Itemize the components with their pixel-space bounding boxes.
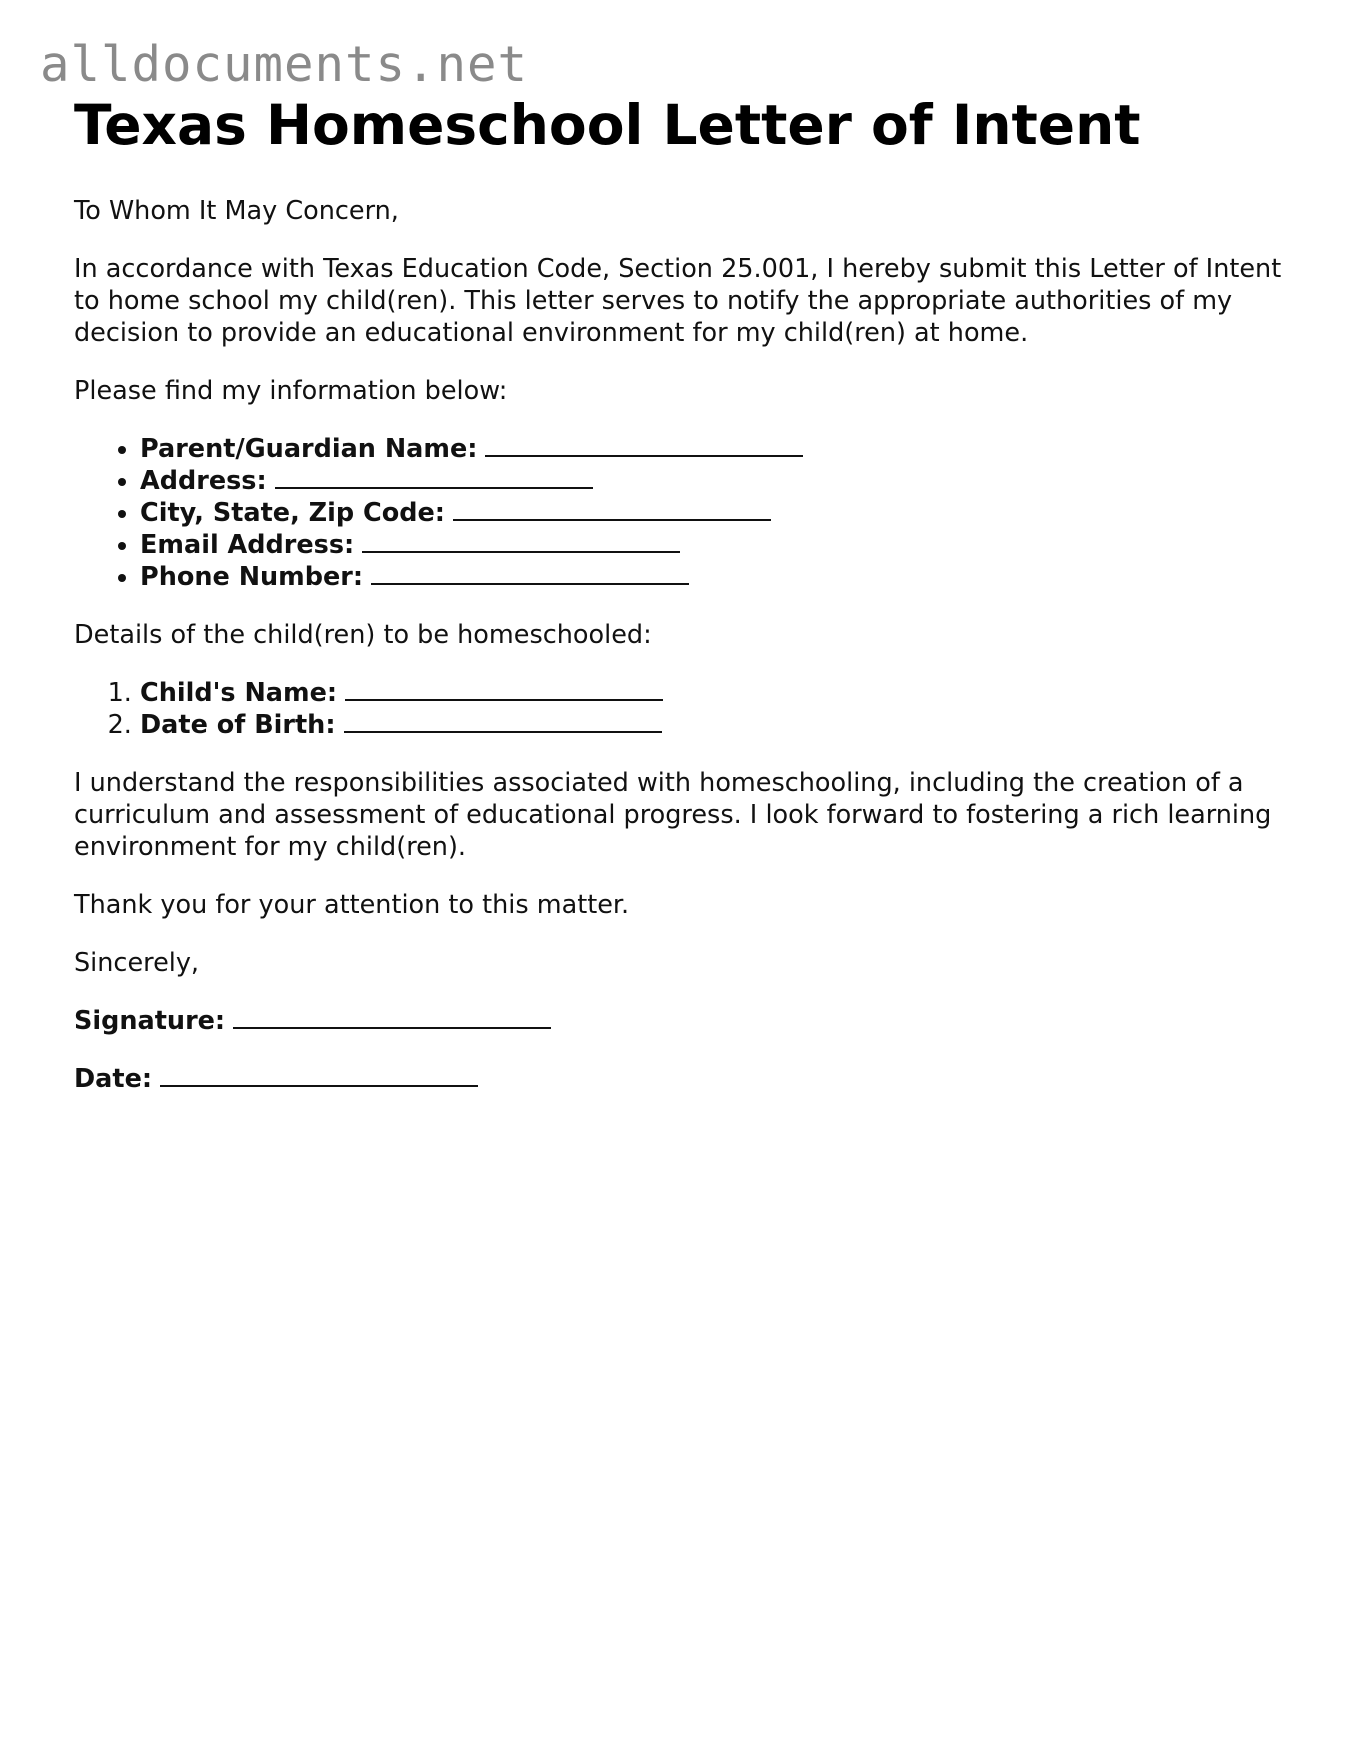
parent-name-field[interactable] xyxy=(485,433,803,457)
date-of-birth-field[interactable] xyxy=(344,709,662,733)
email-field[interactable] xyxy=(362,529,680,553)
email-label: Email Address: xyxy=(140,530,355,560)
info-lead-text: Please find my information below: xyxy=(74,376,508,406)
parent-info-list xyxy=(74,433,1284,593)
list-item xyxy=(140,561,1284,593)
signature-line xyxy=(74,1005,1284,1037)
list-item xyxy=(140,497,1284,529)
date-field[interactable] xyxy=(160,1063,478,1087)
date-label: Date: xyxy=(74,1064,153,1094)
date-of-birth-label: Date of Birth: xyxy=(140,710,336,740)
intro-paragraph: In accordance with Texas Education Code, Section 25.001, I hereby submit this Letter of Intent to home school my child(ren). This letter serves to notify the appropriate authorities of my decision to provide an educational environment for my child(ren) at home. xyxy=(74,254,1282,348)
city-state-zip-field[interactable] xyxy=(453,497,771,521)
letter-document xyxy=(74,92,1284,1095)
signature-field[interactable] xyxy=(233,1005,551,1029)
phone-field[interactable] xyxy=(371,561,689,585)
greeting-text: To Whom It May Concern, xyxy=(74,196,399,226)
address-field[interactable] xyxy=(275,465,593,489)
child-name-label: Child's Name: xyxy=(140,678,338,708)
list-item xyxy=(140,465,1284,497)
address-label: Address: xyxy=(140,466,267,496)
list-item xyxy=(140,529,1284,561)
responsibility-paragraph: I understand the responsibilities associated with homeschooling, including the creation of a curriculum and assessment of educational progress. I look forward to fostering a rich learning environment for my child(ren). xyxy=(74,768,1272,862)
list-item xyxy=(140,433,1284,465)
children-lead-text: Details of the child(ren) to be homeschooled: xyxy=(74,620,652,650)
thanks-text: Thank you for your attention to this matter. xyxy=(74,890,630,920)
list-item xyxy=(140,709,1284,741)
child-info-list xyxy=(74,677,1284,741)
signature-label: Signature: xyxy=(74,1006,226,1036)
date-line xyxy=(74,1063,1284,1095)
parent-name-label: Parent/Guardian Name: xyxy=(140,434,478,464)
watermark-logo: alldocuments.net xyxy=(40,36,529,93)
child-name-field[interactable] xyxy=(345,677,663,701)
list-item xyxy=(140,677,1284,709)
city-state-zip-label: City, State, Zip Code: xyxy=(140,498,446,528)
page-title: Texas Homeschool Letter of Intent xyxy=(74,93,1141,157)
closing-text: Sincerely, xyxy=(74,948,200,978)
phone-label: Phone Number: xyxy=(140,562,364,592)
